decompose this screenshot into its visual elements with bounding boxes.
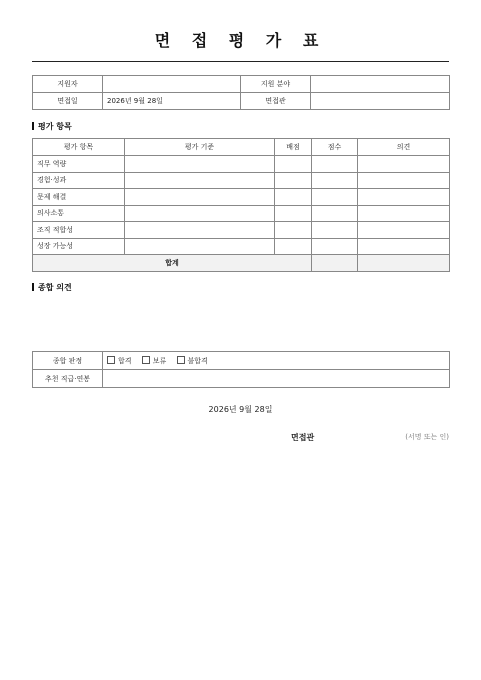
applicant-label: 지원자 <box>33 76 103 93</box>
weight-cell[interactable] <box>275 222 312 239</box>
table-header-row <box>33 139 450 156</box>
option-label: 보류 <box>152 356 167 365</box>
table-row <box>33 222 450 239</box>
checkbox-icon[interactable] <box>142 356 150 364</box>
option-label: 불합격 <box>187 356 208 365</box>
weight-cell[interactable] <box>275 189 312 206</box>
total-comment-cell[interactable] <box>358 255 450 272</box>
comment-cell[interactable] <box>358 222 450 239</box>
weight-cell[interactable] <box>275 156 312 173</box>
overall-section-title: 종합 의견 <box>38 283 72 292</box>
table-row <box>33 370 450 388</box>
column-header: 점수 <box>312 139 358 156</box>
title-divider <box>32 61 449 62</box>
table-row <box>33 205 450 222</box>
interviewer-label: 면접관 <box>241 93 311 110</box>
criteria-cell[interactable] <box>125 156 275 173</box>
item-cell: 직무 역량 <box>33 156 125 173</box>
score-cell[interactable] <box>312 205 358 222</box>
comment-cell[interactable] <box>358 172 450 189</box>
table-row <box>33 189 450 206</box>
column-header: 배점 <box>275 139 312 156</box>
field-field[interactable] <box>311 76 450 93</box>
interviewer-field[interactable] <box>311 93 450 110</box>
judgment-options <box>103 352 450 370</box>
page-title: 면 접 평 가 표 <box>154 31 327 50</box>
checkbox-icon[interactable] <box>177 356 185 364</box>
field-label: 지원 분야 <box>241 76 311 93</box>
interview-date-field[interactable]: 2026년 9월 28일 <box>103 93 241 110</box>
section-marker <box>32 283 34 291</box>
signature-note: (서명 또는 인) <box>405 433 449 441</box>
item-cell: 경험·성과 <box>33 172 125 189</box>
table-row <box>33 93 450 110</box>
evaluation-table <box>32 138 450 272</box>
score-cell[interactable] <box>312 238 358 255</box>
weight-cell[interactable] <box>275 172 312 189</box>
criteria-cell[interactable] <box>125 205 275 222</box>
criteria-cell[interactable] <box>125 189 275 206</box>
judgment-table <box>32 351 450 388</box>
table-row <box>33 238 450 255</box>
applicant-field[interactable] <box>103 76 241 93</box>
document-date: 2026년 9월 28일 <box>208 405 273 414</box>
score-cell[interactable] <box>312 222 358 239</box>
judgment-label: 종합 판정 <box>33 352 103 370</box>
weight-cell[interactable] <box>275 238 312 255</box>
evaluation-section-heading <box>32 121 72 132</box>
position-field[interactable] <box>103 370 450 388</box>
column-header: 평가 항목 <box>33 139 125 156</box>
evaluation-section-title: 평가 항목 <box>38 122 72 131</box>
criteria-cell[interactable] <box>125 172 275 189</box>
option-pass[interactable] <box>107 357 132 365</box>
table-row <box>33 352 450 370</box>
position-label: 추천 직급·연봉 <box>33 370 103 388</box>
score-cell[interactable] <box>312 189 358 206</box>
comment-cell[interactable] <box>358 156 450 173</box>
signer-label: 면접관 <box>291 433 315 442</box>
total-label: 합계 <box>33 255 312 272</box>
item-cell: 조직 적합성 <box>33 222 125 239</box>
score-cell[interactable] <box>312 156 358 173</box>
option-hold[interactable] <box>142 357 167 365</box>
total-row <box>33 255 450 272</box>
item-cell: 성장 가능성 <box>33 238 125 255</box>
column-header: 평가 기준 <box>125 139 275 156</box>
overall-section-heading <box>32 282 72 293</box>
applicant-info-table <box>32 75 450 110</box>
item-cell: 의사소통 <box>33 205 125 222</box>
checkbox-icon[interactable] <box>107 356 115 364</box>
overall-comment-area[interactable] <box>32 298 449 344</box>
table-row <box>33 156 450 173</box>
weight-cell[interactable] <box>275 205 312 222</box>
interview-date-label: 면접일 <box>33 93 103 110</box>
criteria-cell[interactable] <box>125 222 275 239</box>
section-marker <box>32 122 34 130</box>
comment-cell[interactable] <box>358 238 450 255</box>
table-row <box>33 76 450 93</box>
score-cell[interactable] <box>312 172 358 189</box>
criteria-cell[interactable] <box>125 238 275 255</box>
comment-cell[interactable] <box>358 189 450 206</box>
item-cell: 문제 해결 <box>33 189 125 206</box>
comment-cell[interactable] <box>358 205 450 222</box>
table-row <box>33 172 450 189</box>
option-label: 합격 <box>118 356 132 365</box>
column-header: 의견 <box>358 139 450 156</box>
total-score-cell[interactable] <box>312 255 358 272</box>
option-fail[interactable] <box>177 357 208 365</box>
